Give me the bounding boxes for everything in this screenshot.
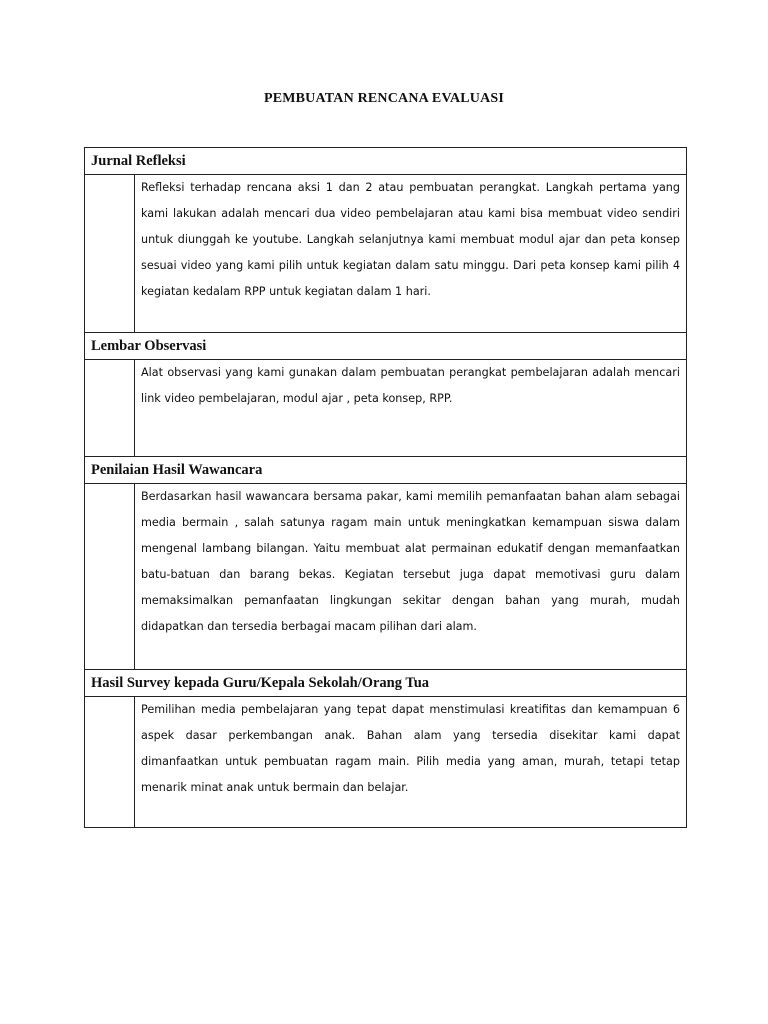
section-heading-row [85, 457, 687, 484]
section-heading-jurnal-refleksi: Jurnal Refleksi [85, 148, 687, 175]
section-heading-row [85, 670, 687, 697]
paragraph: Alat observasi yang kami gunakan dalam pembuatan perangkat pembelajaran adalah mencari link video pembelajaran, modul ajar , peta konsep, RPP. [141, 366, 680, 405]
section-heading-hasil-survey: Hasil Survey kepada Guru/Kepala Sekolah/Orang Tua [85, 670, 687, 697]
section-heading-row [85, 333, 687, 360]
empty-cell [85, 360, 135, 457]
section-text-jurnal-refleksi [135, 175, 687, 333]
section-heading-row [85, 148, 687, 175]
paragraph: Pemilihan media pembelajaran yang tepat dapat menstimulasi kreatifitas dan kemampuan 6 aspek dasar perkembangan anak. Bahan alam yang tersedia disekitar kami dapat dimanfaatkan untuk pembuatan ragam main. Pilih media yang aman, murah, tetapi tetap menarik minat anak untuk bermain dan belajar. [141, 703, 680, 794]
section-heading-penilaian-hasil-wawancara: Penilaian Hasil Wawancara [85, 457, 687, 484]
evaluation-table [84, 147, 687, 828]
empty-cell [85, 697, 135, 828]
section-text-lembar-observasi [135, 360, 687, 457]
empty-cell [85, 484, 135, 670]
paragraph: Refleksi terhadap rencana aksi 1 dan 2 atau pembuatan perangkat. Langkah pertama yang kami lakukan adalah mencari dua video pembelajaran atau kami bisa membuat video sendiri untuk diunggah ke youtube. Langkah selanjutnya kami membuat modul ajar dan peta konsep sesuai video yang kami pilih untuk kegiatan dalam satu minggu. Dari peta konsep kami pilih 4 kegiatan kedalam RPP untuk kegiatan dalam 1 hari. [141, 181, 680, 298]
empty-cell [85, 175, 135, 333]
section-body-row [85, 484, 687, 670]
section-body-row [85, 697, 687, 828]
section-heading-lembar-observasi: Lembar Observasi [85, 333, 687, 360]
section-text-hasil-survey [135, 697, 687, 828]
section-body-row [85, 360, 687, 457]
document-title: PEMBUATAN RENCANA EVALUASI [263, 91, 505, 106]
section-body-row [85, 175, 687, 333]
paragraph: Berdasarkan hasil wawancara bersama pakar, kami memilih pemanfaatan bahan alam sebagai media bermain , salah satunya ragam main untuk meningkatkan kemampuan siswa dalam mengenal lambang bilangan. Yaitu membuat alat permainan edukatif dengan memanfaatkan batu-batuan dan barang bekas. Kegiatan tersebut juga dapat memotivasi guru dalam memaksimalkan pemanfaatan lingkungan sekitar dengan bahan yang murah, mudah didapatkan dan tersedia berbagai macam pilihan dari alam. [141, 490, 680, 633]
section-text-penilaian-hasil-wawancara [135, 484, 687, 670]
